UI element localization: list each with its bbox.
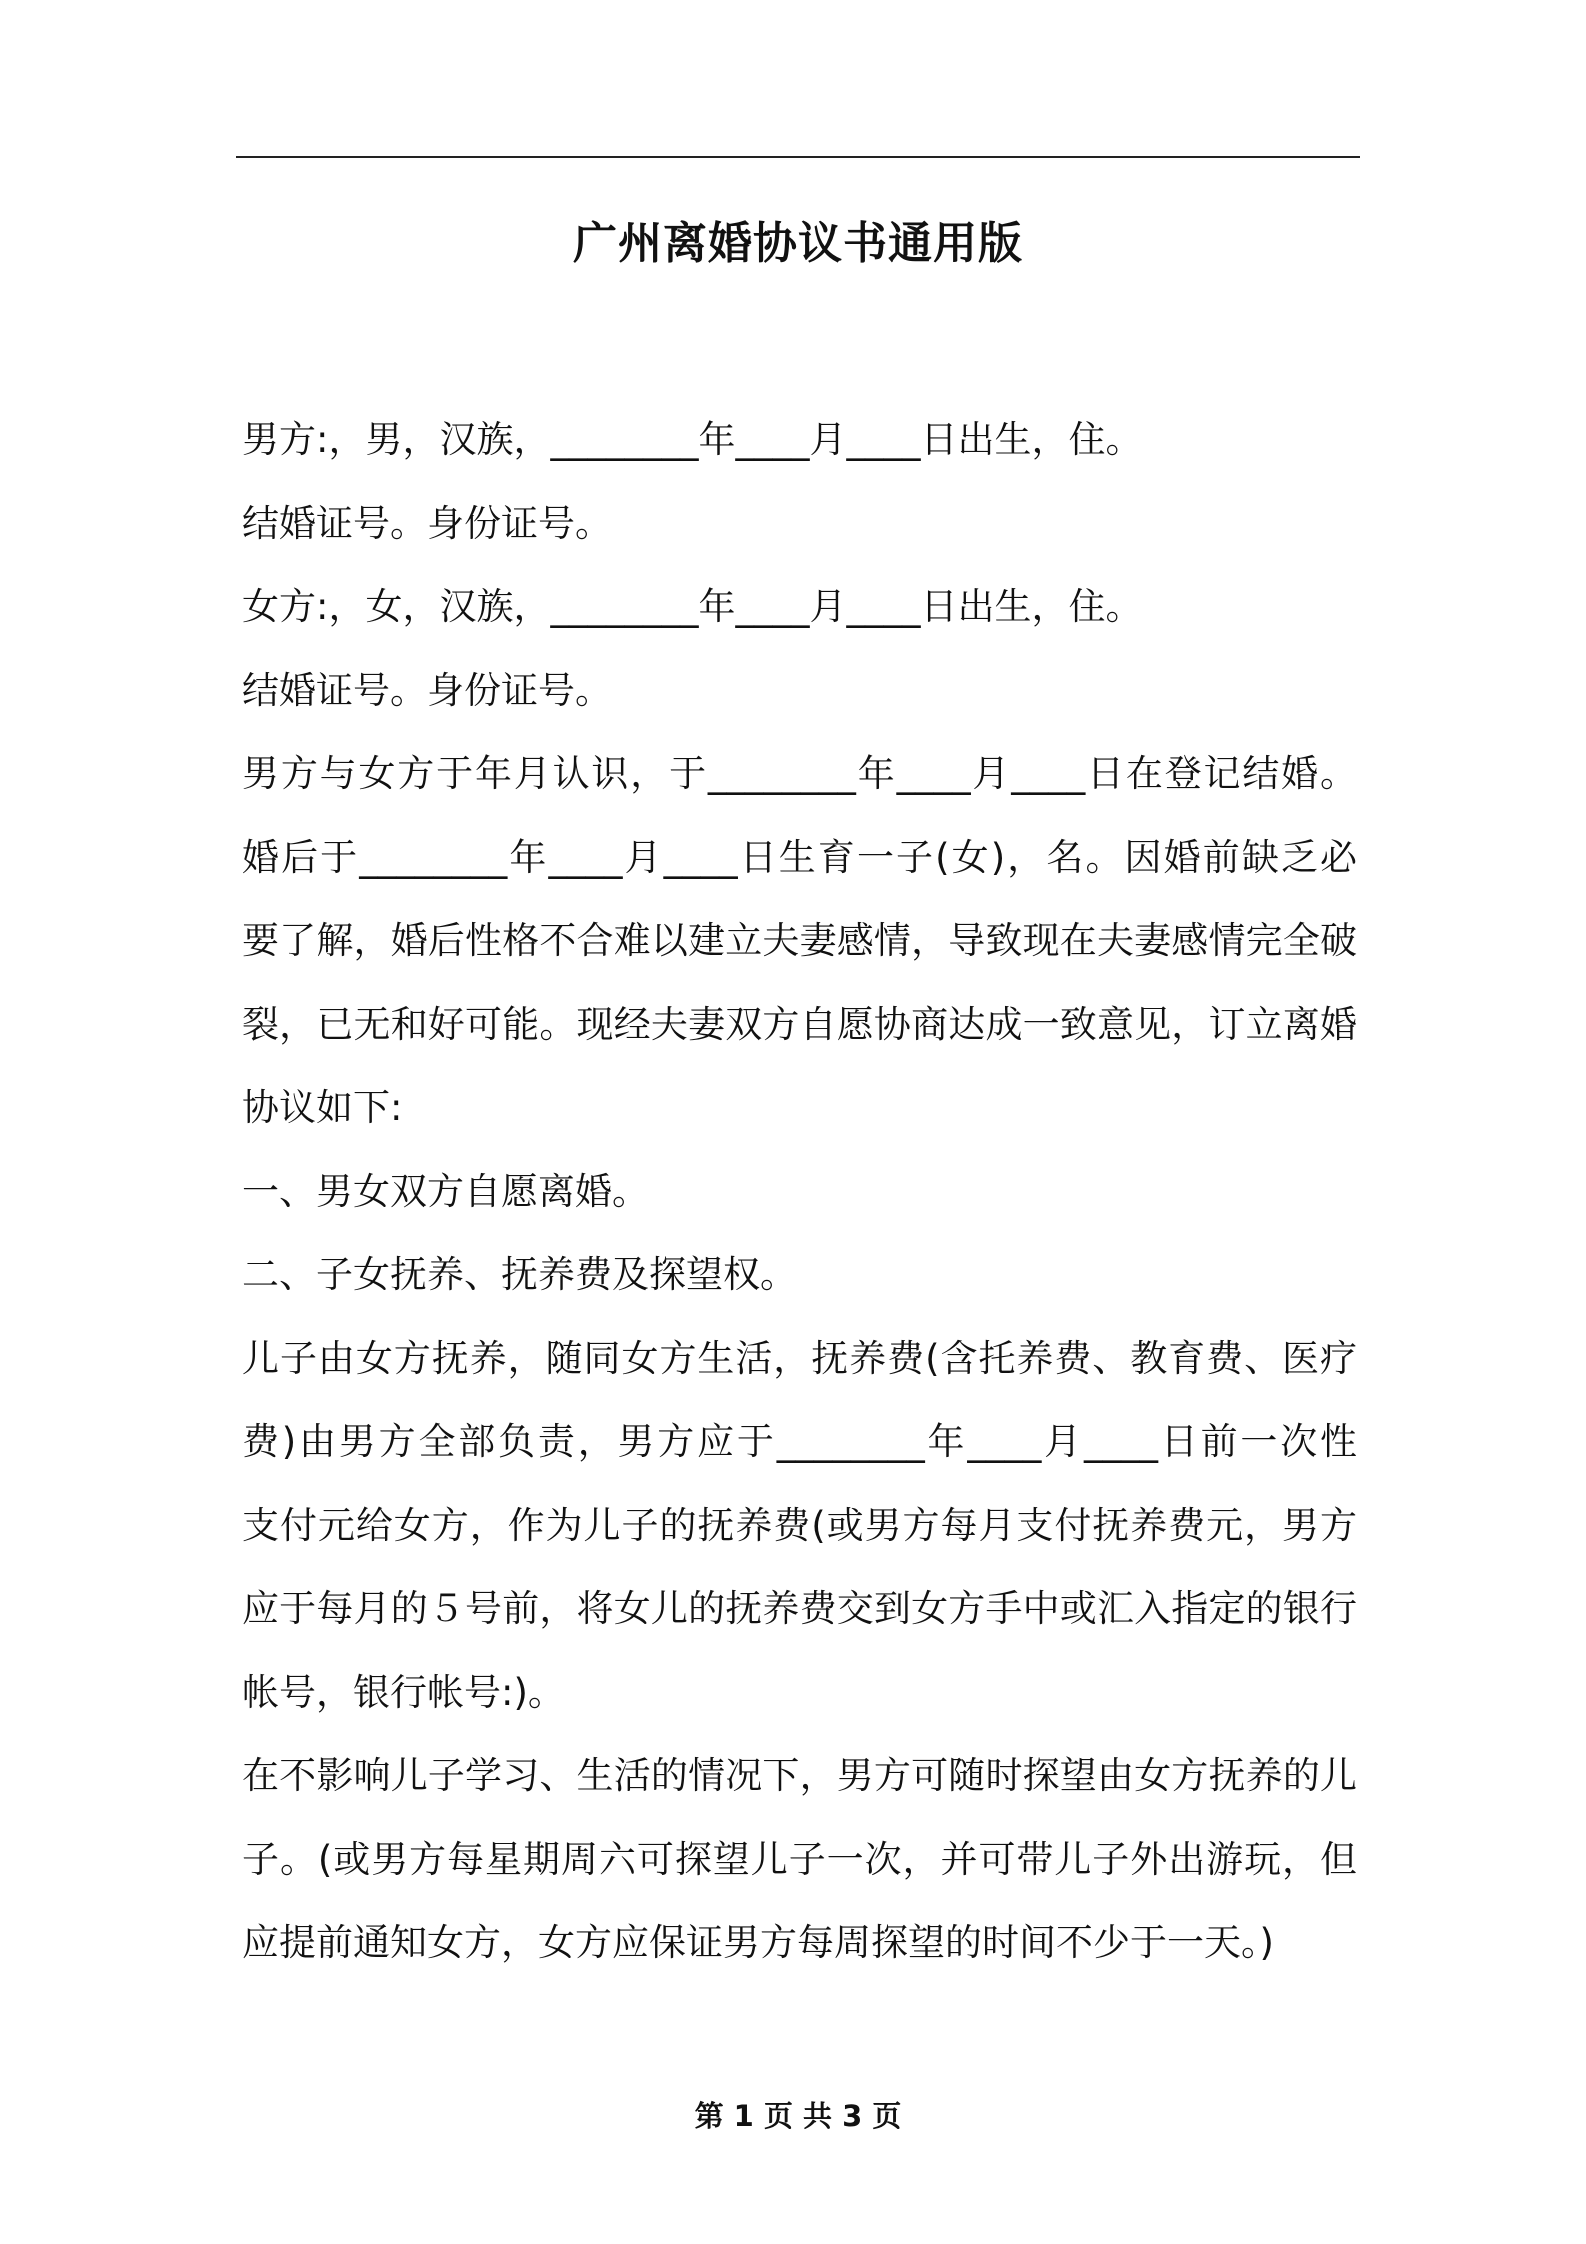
- paragraph-line: 费)由男方全部负责，男方应于________年____月____日前一次性: [242, 1420, 1357, 1463]
- page-number: 第 1 页 共 3 页: [694, 2099, 902, 2133]
- paragraph-line: 婚后于________年____月____日生育一子(女)，名。因婚前缺乏必: [242, 835, 1357, 879]
- paragraph-line: 在不影响儿子学习、生活的情况下，男方可随时探望由女方抚养的儿: [242, 1754, 1357, 1797]
- paragraph-line: 男方与女方于年月认识，于________年____月____日在登记结婚。: [242, 752, 1357, 795]
- paragraph-line: 应于每月的５号前，将女儿的抚养费交到女方手中或汇入指定的银行: [242, 1587, 1357, 1630]
- paragraph-line: 裂，已无和好可能。现经夫妻双方自愿协商达成一致意见，订立离婚: [242, 1002, 1357, 1046]
- header-rule: [236, 156, 1360, 158]
- document-title: 广州离婚协议书通用版: [573, 218, 1023, 269]
- paragraph-line: 一、男女双方自愿离婚。: [242, 1169, 649, 1213]
- paragraph-line: 女方:，女，汉族，________年____月____日出生，住。: [242, 585, 1143, 628]
- paragraph-line: 结婚证号。身份证号。: [242, 501, 612, 545]
- paragraph-line: 男方:，男，汉族，________年____月____日出生，住。: [242, 418, 1143, 461]
- paragraph-line: 儿子由女方抚养，随同女方生活，抚养费(含托养费、教育费、医疗: [242, 1336, 1357, 1380]
- paragraph-line: 支付元给女方，作为儿子的抚养费(或男方每月支付抚养费元，男方: [242, 1503, 1357, 1547]
- paragraph-line: 帐号，银行帐号:)。: [242, 1670, 565, 1714]
- paragraph-line: 结婚证号。身份证号。: [242, 668, 612, 712]
- paragraph-line: 二、子女抚养、抚养费及探望权。: [242, 1253, 797, 1296]
- document-body: [242, 398, 1357, 1985]
- paragraph-line: 应提前通知女方，女方应保证男方每周探望的时间不少于一天。): [242, 1921, 1274, 1964]
- paragraph-line: 协议如下:: [242, 1086, 403, 1129]
- paragraph-line: 要了解，婚后性格不合难以建立夫妻感情，导致现在夫妻感情完全破: [242, 919, 1357, 962]
- paragraph-line: 子。(或男方每星期周六可探望儿子一次，并可带儿子外出游玩，但: [242, 1837, 1357, 1881]
